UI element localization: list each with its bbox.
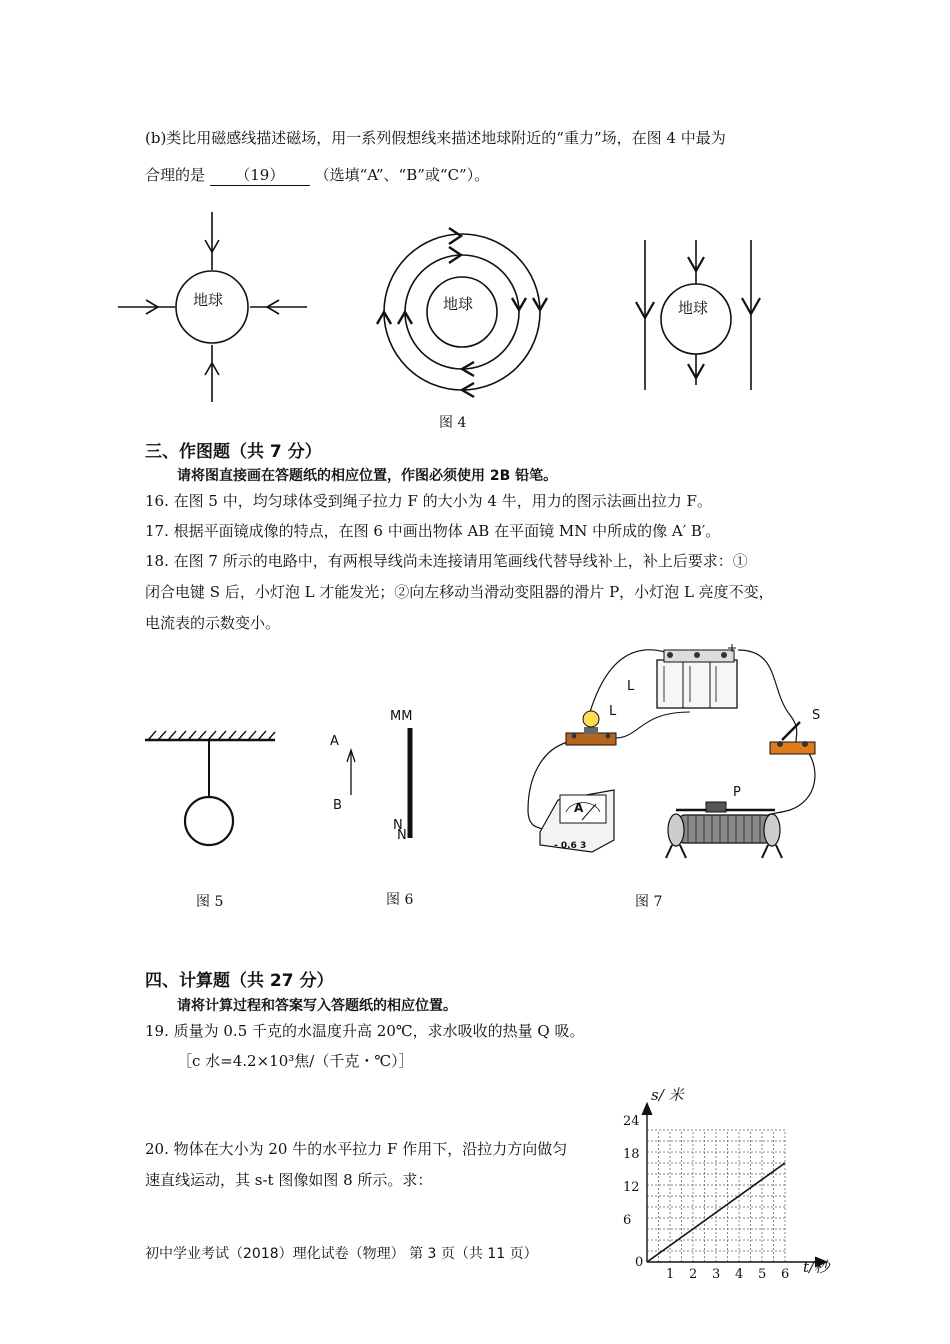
question-17: 17. 根据平面镜成像的特点，在图 6 中画出物体 AB 在平面镜 MN 中所成的像 A′ B′。 <box>145 522 721 540</box>
figure-8-chart <box>642 1103 827 1267</box>
section-3-title: 三、作图题（共 7 分） <box>145 442 322 462</box>
fig7-caption: 图 7 <box>635 894 663 910</box>
chart-x-label: t/秒 <box>803 1258 830 1276</box>
fig6-label-m: MM <box>390 709 413 724</box>
fig6-caption: 图 6 <box>386 892 414 908</box>
fig7-label-l: L <box>609 704 617 719</box>
x-tick-label: 2 <box>689 1267 698 1282</box>
chart-origin-label: 0 <box>635 1255 644 1270</box>
fig7-label-l-top: L <box>627 679 635 694</box>
section-4-instruction: 请将计算过程和答案写入答题纸的相应位置。 <box>177 998 457 1014</box>
question-19-constant: ［c 水=4.2×10³焦/（千克・℃）］ <box>177 1052 414 1070</box>
x-tick-label: 5 <box>758 1267 767 1282</box>
x-tick-label: 4 <box>735 1267 744 1282</box>
answer-blank-19[interactable]: （19） <box>210 165 310 186</box>
section-3-instruction: 请将图直接画在答题纸的相应位置，作图必须使用 2B 铅笔。 <box>177 468 558 484</box>
x-tick-label: 6 <box>781 1267 790 1282</box>
question-19: 19. 质量为 0.5 千克的水温度升高 20℃，求水吸收的热量 Q 吸。 <box>145 1022 585 1040</box>
fig5-caption: 图 5 <box>196 894 224 910</box>
fig4b-earth-label: 地球 <box>443 295 474 313</box>
x-tick-label: 3 <box>712 1267 721 1282</box>
y-tick-label: 12 <box>623 1180 640 1195</box>
fig6-label-n: N <box>393 818 403 833</box>
question-18-line3: 电流表的示数变小。 <box>145 614 281 632</box>
y-tick-label: 6 <box>623 1213 632 1228</box>
question-20-line1: 20. 物体在大小为 20 牛的水平拉力 F 作用下，沿拉力方向做匀 <box>145 1140 568 1158</box>
y-tick-label: 18 <box>623 1147 640 1162</box>
question-18-line2: 闭合电键 S 后，小灯泡 L 才能发光；②向左移动当滑动变阻器的滑片 P，小灯泡 L 亮度不变， <box>145 583 774 601</box>
question-16: 16. 在图 5 中，均匀球体受到绳子拉力 F 的大小为 4 牛，用力的图示法画出拉力 F。 <box>145 492 712 510</box>
fig6-label-b: B <box>333 798 342 813</box>
x-tick-label: 1 <box>666 1267 675 1282</box>
question-b-pre: 合理的是 <box>145 166 206 184</box>
page-footer: 初中学业考试（2018）理化试卷（物理） 第 3 页（共 11 页） <box>145 1246 538 1262</box>
chart-grid <box>647 1130 785 1262</box>
chart-y-label: s/ 米 <box>651 1086 684 1104</box>
y-tick-label: 24 <box>623 1114 640 1129</box>
fig6-label-a: A <box>330 734 339 749</box>
fig4c-earth-label: 地球 <box>678 299 709 317</box>
section-4-title: 四、计算题（共 27 分） <box>145 971 334 991</box>
question-18-line1: 18. 在图 7 所示的电路中，有两根导线尚未连接请用笔画线代替导线补上，补上后要求：① <box>145 552 748 570</box>
fig7-label-s: S <box>812 708 821 723</box>
figure-5 <box>145 731 275 845</box>
question-b-line1: (b)类比用磁感线描述磁场，用一系列假想线来描述地球附近的“重力”场，在图 4 中最为 <box>145 129 726 147</box>
fig7-ammeter-a: A <box>574 801 584 815</box>
fig6-label-n2: N <box>397 828 407 843</box>
figure-7 <box>528 644 815 858</box>
question-20-line2: 速直线运动，其 s-t 图像如图 8 所示。求： <box>145 1171 433 1189</box>
fig4a-earth-label: 地球 <box>193 291 224 309</box>
fig7-ammeter-scale: - 0.6 3 <box>554 841 587 851</box>
fig4-caption: 图 4 <box>439 415 467 431</box>
fig7-label-p: P <box>733 785 741 800</box>
question-b-post: （选填“A”、“B”或“C”）。 <box>314 166 490 184</box>
